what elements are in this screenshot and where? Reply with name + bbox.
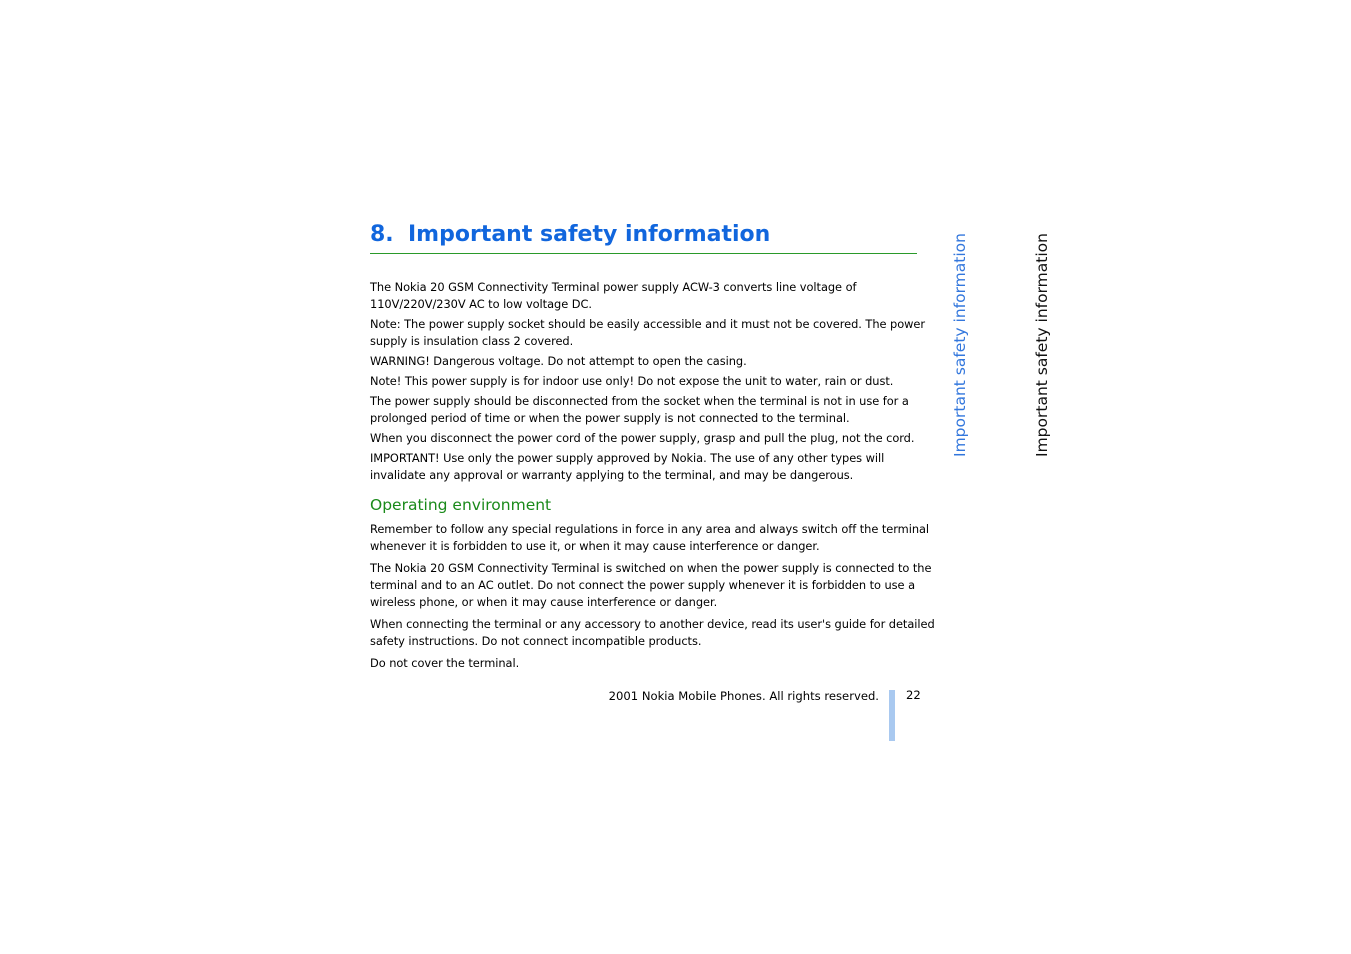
paragraph-indoor-note: Note! This power supply is for indoor use only! Do not expose the unit to water, rain or dust. xyxy=(370,374,894,388)
paragraph-warning: WARNING! Dangerous voltage. Do not attempt to open the casing. xyxy=(370,354,747,368)
copyright-notice: 2001 Nokia Mobile Phones. All rights reserved. xyxy=(608,689,879,703)
paragraph-power-supply: The Nokia 20 GSM Connectivity Terminal power supply ACW-3 converts line voltage of 110V/220V/230V AC to low voltage DC. xyxy=(370,280,857,311)
paragraph-switched-on: The Nokia 20 GSM Connectivity Terminal is switched on when the power supply is connected to the terminal and to an AC outlet. Do not connect the power supply whenever it is forbidden to use a wireless phone, or when it may cause interference or danger. xyxy=(370,561,932,609)
paragraph-do-not-cover: Do not cover the terminal. xyxy=(370,656,520,670)
side-tab-label-black: Important safety information xyxy=(1033,233,1051,457)
title-underline xyxy=(370,253,917,254)
paragraph-socket-note: Note: The power supply socket should be easily accessible and it must not be covered. The power supply is insulation class 2 covered. xyxy=(370,317,925,348)
chapter-title-text: Important safety information xyxy=(408,222,771,247)
body-text xyxy=(370,279,940,677)
paragraph-disconnect: The power supply should be disconnected from the socket when the terminal is not in use for a prolonged period of time or when the power supply is not connected to the terminal. xyxy=(370,394,909,425)
paragraph-regulations: Remember to follow any special regulations in force in any area and always switch off the terminal whenever it is forbidden to use it, or when it may cause interference or danger. xyxy=(370,522,930,553)
footer-accent-bar xyxy=(889,690,895,741)
side-tab-label-blue: Important safety information xyxy=(951,233,969,457)
paragraph-cord: When you disconnect the power cord of the power supply, grasp and pull the plug, not the cord. xyxy=(370,431,915,445)
section-heading: Operating environment xyxy=(370,496,552,514)
chapter-title xyxy=(370,221,770,249)
chapter-number: 8. xyxy=(370,222,394,247)
paragraph-important: IMPORTANT! Use only the power supply approved by Nokia. The use of any other types will invalidate any approval or warranty applying to the terminal, and may be dangerous. xyxy=(370,451,885,482)
page-number: 22 xyxy=(906,688,921,702)
paragraph-connecting: When connecting the terminal or any accessory to another device, read its user's guide for detailed safety instructions. Do not connect incompatible products. xyxy=(370,617,935,648)
